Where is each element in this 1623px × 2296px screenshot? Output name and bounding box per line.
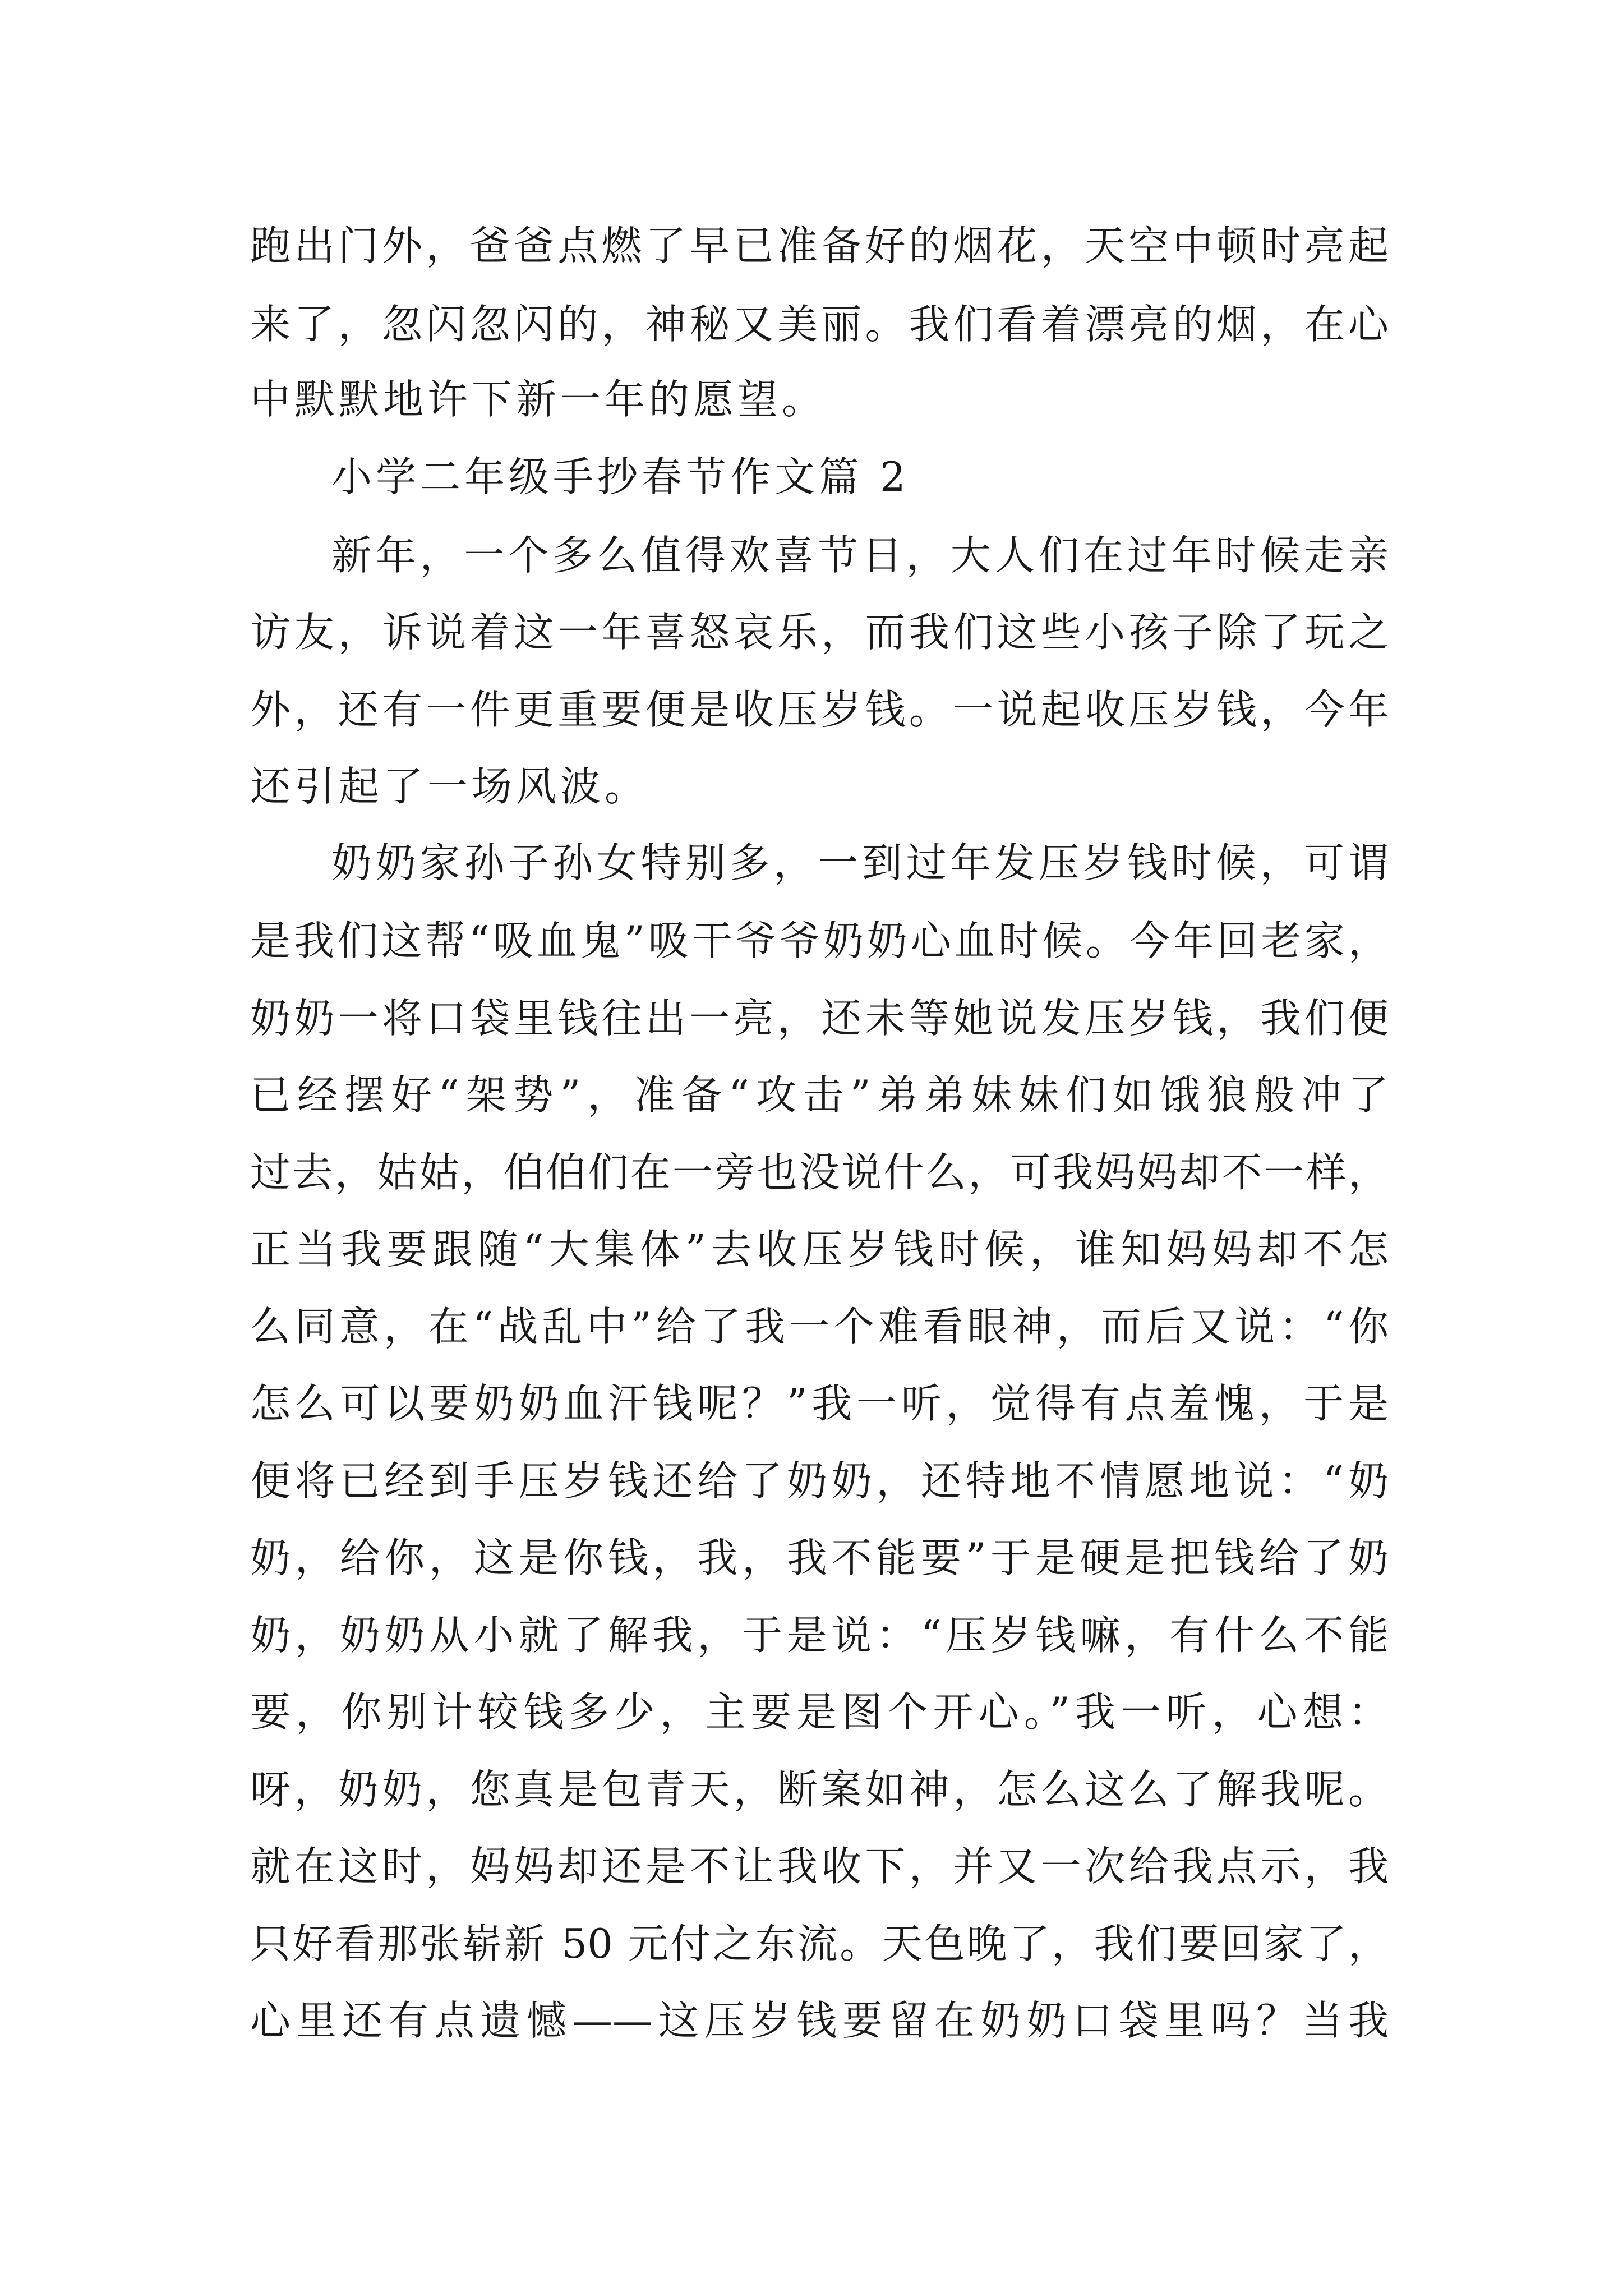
text-line: 么同意，在“战乱中”给了我一个难看眼神，而后又说：“你: [250, 1303, 1389, 1350]
text-line: 过去，姑姑，伯伯们在一旁也没说什么，可我妈妈却不一样，: [250, 1149, 1389, 1196]
text-line: 外，还有一件更重要便是收压岁钱。一说起收压岁钱，今年: [250, 686, 1389, 733]
text-line: 就在这时，妈妈却还是不让我收下，并又一次给我点示，我: [250, 1843, 1389, 1890]
text-line: 奶，奶奶从小就了解我，于是说：“压岁钱嘛，有什么不能: [250, 1612, 1389, 1659]
text-line: 跑出门外，爸爸点燃了早已准备好的烟花，天空中顿时亮起: [250, 222, 1389, 269]
text-line: 访友，诉说着这一年喜怒哀乐，而我们这些小孩子除了玩之: [250, 609, 1389, 656]
text-line: 已经摆好“架势”，准备“攻击”弟弟妹妹们如饿狼般冲了: [250, 1071, 1389, 1119]
section-heading: 小学二年级手抄春节作文篇 2: [331, 453, 910, 500]
text-line: 怎么可以要奶奶血汗钱呢？”我一听，觉得有点羞愧，于是: [250, 1380, 1389, 1427]
text-line: 来了，忽闪忽闪的，神秘又美丽。我们看着漂亮的烟，在心: [250, 301, 1389, 348]
text-line: 便将已经到手压岁钱还给了奶奶，还特地不情愿地说：“奶: [250, 1457, 1389, 1504]
text-line: 中默默地许下新一年的愿望。: [250, 376, 827, 423]
text-line: 新年，一个多么值得欢喜节日，大人们在过年时候走亲: [331, 532, 1389, 579]
text-line: 正当我要跟随“大集体”去收压岁钱时候，谁知妈妈却不怎: [250, 1226, 1389, 1273]
text-line: 只好看那张崭新 50 元付之东流。天色晚了，我们要回家了，: [250, 1920, 1389, 1967]
text-line: 要，你别计较钱多少，主要是图个开心。”我一听，心想：: [250, 1688, 1389, 1736]
text-line: 呀，奶奶，您真是包青天，断案如神，怎么这么了解我呢。: [250, 1766, 1389, 1813]
text-line: 心里还有点遗憾——这压岁钱要留在奶奶口袋里吗？当我: [250, 1997, 1389, 2044]
text-line: 是我们这帮“吸血鬼”吸干爷爷奶奶心血时候。今年回老家，: [250, 917, 1389, 964]
text-line: 奶奶家孙子孙女特别多，一到过年发压岁钱时候，可谓: [331, 839, 1389, 886]
text-line: 奶奶一将口袋里钱往出一亮，还未等她说发压岁钱，我们便: [250, 995, 1389, 1042]
text-line: 还引起了一场风波。: [250, 763, 649, 810]
text-line: 奶，给你，这是你钱，我，我不能要”于是硬是把钱给了奶: [250, 1534, 1389, 1581]
